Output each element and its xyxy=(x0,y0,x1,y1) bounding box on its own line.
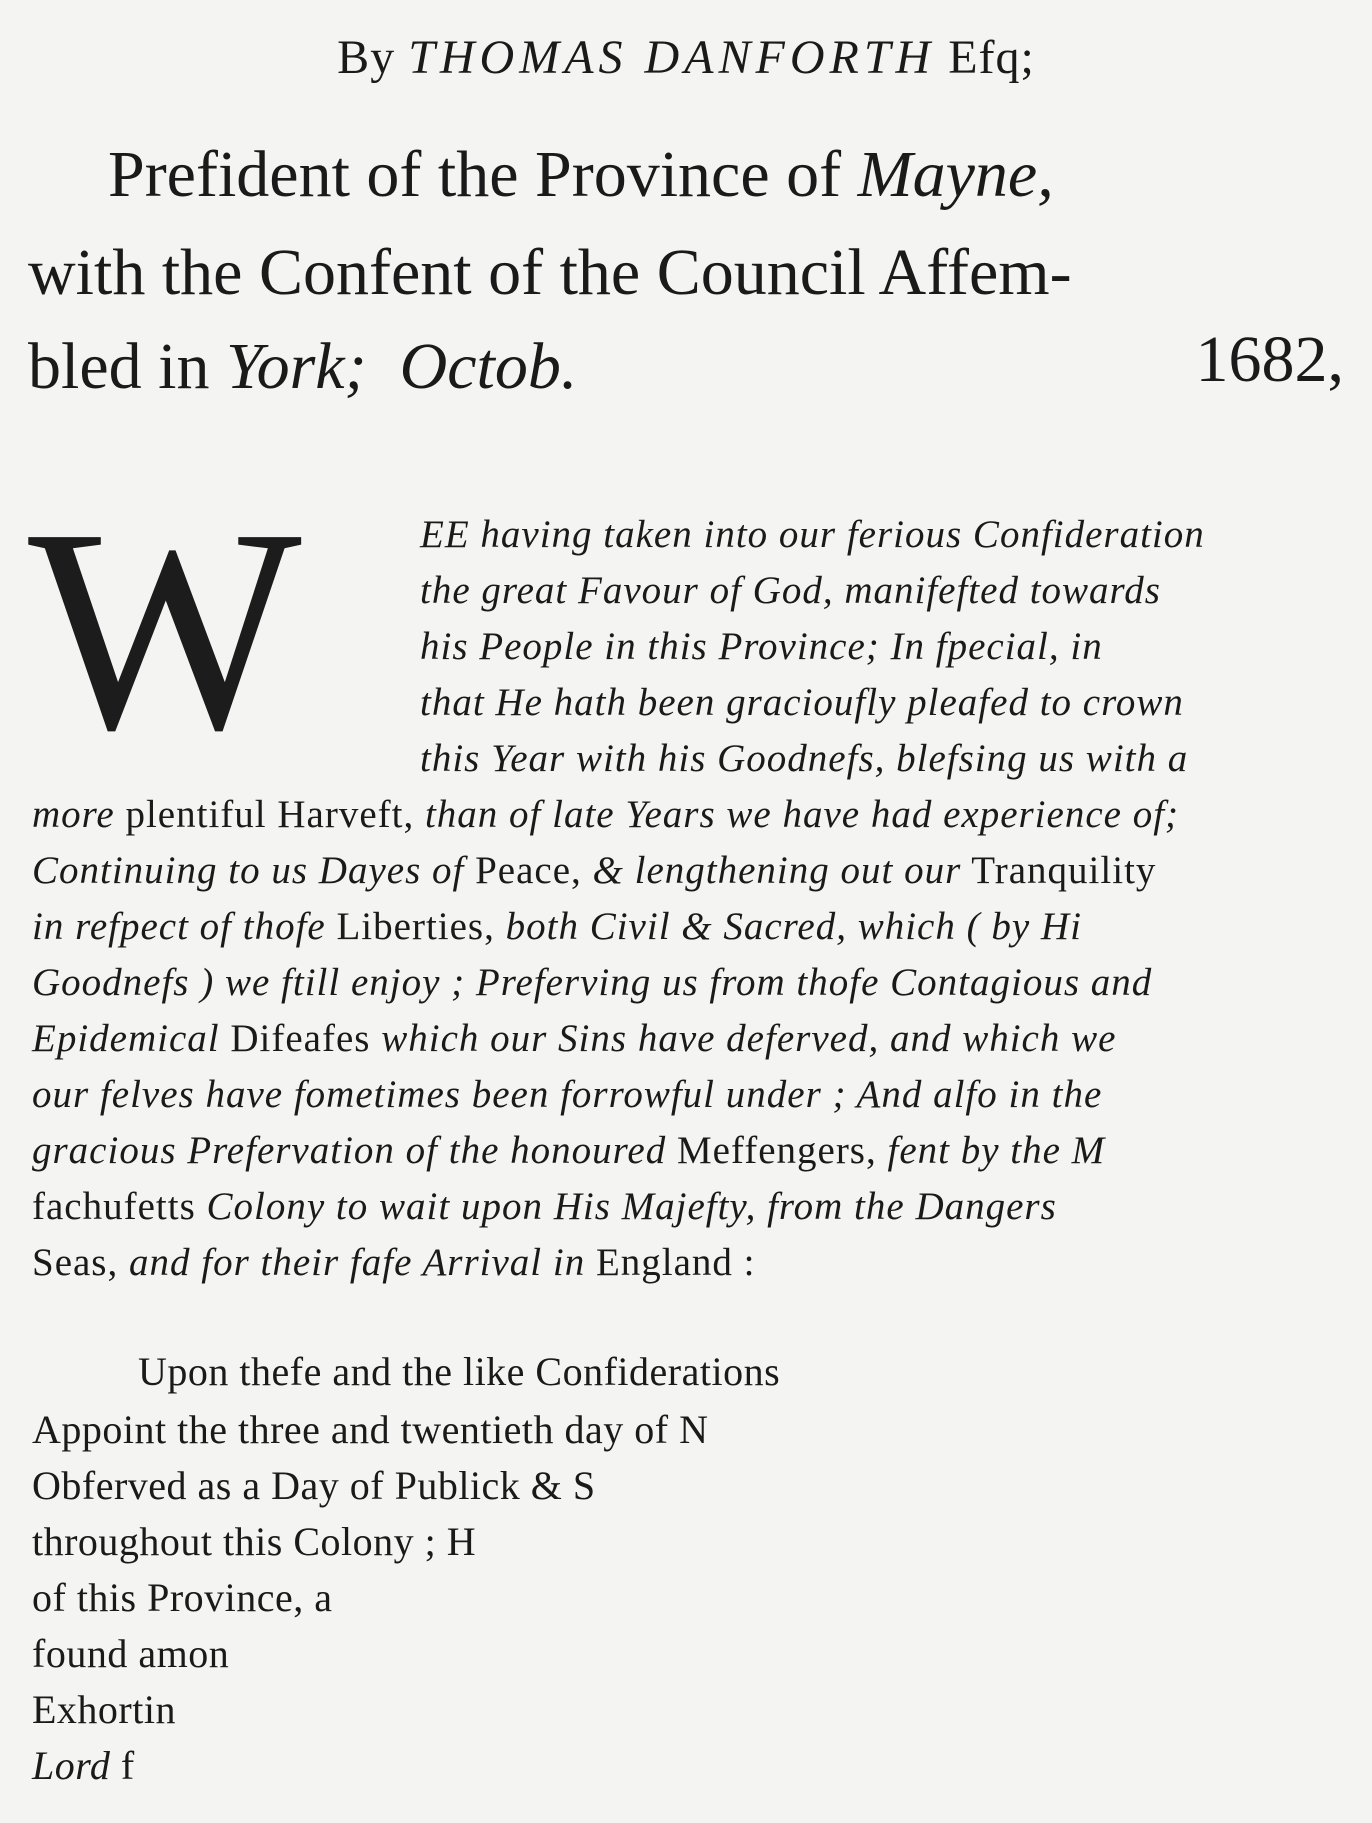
body-line xyxy=(32,848,1156,893)
body-text-italic: Epidemical xyxy=(32,1017,220,1060)
lower-line: Exhortin xyxy=(32,1687,176,1732)
body-text-italic: fent by the M xyxy=(887,1129,1106,1172)
title-place: York; xyxy=(225,330,367,403)
body-line: that He hath been gracioufly pleafed to crown xyxy=(420,681,1184,724)
lower-line: throughout this Colony ; H xyxy=(32,1519,477,1564)
lower-text: f xyxy=(110,1743,135,1788)
author-name: THOMAS DANFORTH xyxy=(408,31,936,84)
body-line xyxy=(32,792,1179,837)
body-text-italic: in refpect of thofe xyxy=(32,905,326,948)
body-line xyxy=(32,960,1152,1005)
body-text-italic: and for their fafe Arrival in xyxy=(129,1241,586,1284)
lower-line: Upon thefe and the like Confiderations xyxy=(138,1349,781,1394)
lower-text-italic: Lord xyxy=(32,1743,111,1788)
title-line-1 xyxy=(108,130,1054,220)
body-text: Meffengers, xyxy=(666,1129,888,1172)
body-line: EE having taken into our ferious Confideration xyxy=(420,513,1205,556)
title-line-3-text: bled in xyxy=(28,330,210,403)
body-text-italic: & lengthening out our xyxy=(592,849,962,892)
body-line: this Year with his Goodnefs, blefsing us with a xyxy=(420,737,1189,780)
lower-line: of this Province, a xyxy=(32,1575,333,1620)
by-prefix: By xyxy=(337,31,396,84)
title-line-3 xyxy=(28,322,577,412)
author-line xyxy=(0,30,1372,85)
body-text: Tranquility xyxy=(961,849,1157,892)
lower-line: found amon xyxy=(32,1631,230,1676)
body-text: Peace, xyxy=(464,849,593,892)
body-line: the great Favour of God, manifefted towards xyxy=(420,569,1161,612)
lower-line xyxy=(32,1742,135,1789)
body-text-italic: more xyxy=(32,793,115,836)
lower-line: Obferved as a Day of Publick & S xyxy=(32,1463,596,1508)
body-line xyxy=(32,1240,756,1285)
title-month: Octob. xyxy=(399,330,578,403)
body-line xyxy=(32,1016,1116,1061)
drop-cap: W xyxy=(28,469,302,790)
body-text-italic: our felves have fometimes been forrowful under ; And alfo in the xyxy=(32,1073,1103,1116)
body-line xyxy=(32,1072,1102,1117)
title-province-name: Mayne, xyxy=(857,138,1054,211)
body-text-italic: gracious Prefervation of the honoured xyxy=(32,1129,667,1172)
body-text: Difeafes xyxy=(219,1017,382,1060)
body-text: plentiful Harveft, xyxy=(114,793,425,836)
body-line xyxy=(32,904,1082,949)
body-text: Liberties, xyxy=(325,905,506,948)
body-text-italic: which our Sins have deferved, and which we xyxy=(381,1017,1117,1060)
title-year: 1682, xyxy=(1195,323,1344,396)
by-suffix: Efq; xyxy=(948,31,1035,84)
body-text-italic: than of late Years we have had experience of; xyxy=(424,793,1180,836)
body-line: his People in this Province; In fpecial, in xyxy=(420,625,1103,668)
body-text: fachufetts xyxy=(32,1185,207,1228)
body-text-italic: both Civil & Sacred, which ( by Hi xyxy=(505,905,1082,948)
body-text-italic: Goodnefs ) we ftill enjoy ; Preferving us from thofe Contagious and xyxy=(32,961,1153,1004)
body-line xyxy=(32,1184,1057,1229)
title-line-1-text: Prefident of the Province of xyxy=(108,138,842,211)
body-text: Seas, xyxy=(32,1241,129,1284)
title-line-2: with the Confent of the Council Affem- xyxy=(28,236,1072,309)
body-line xyxy=(32,1128,1105,1173)
body-text-italic: Colony to wait upon His Majefty, from the Dangers xyxy=(206,1185,1057,1228)
body-text-italic: Continuing to us Dayes of xyxy=(32,849,465,892)
lower-line: Appoint the three and twentieth day of N xyxy=(32,1407,709,1452)
body-text: England : xyxy=(585,1241,756,1284)
